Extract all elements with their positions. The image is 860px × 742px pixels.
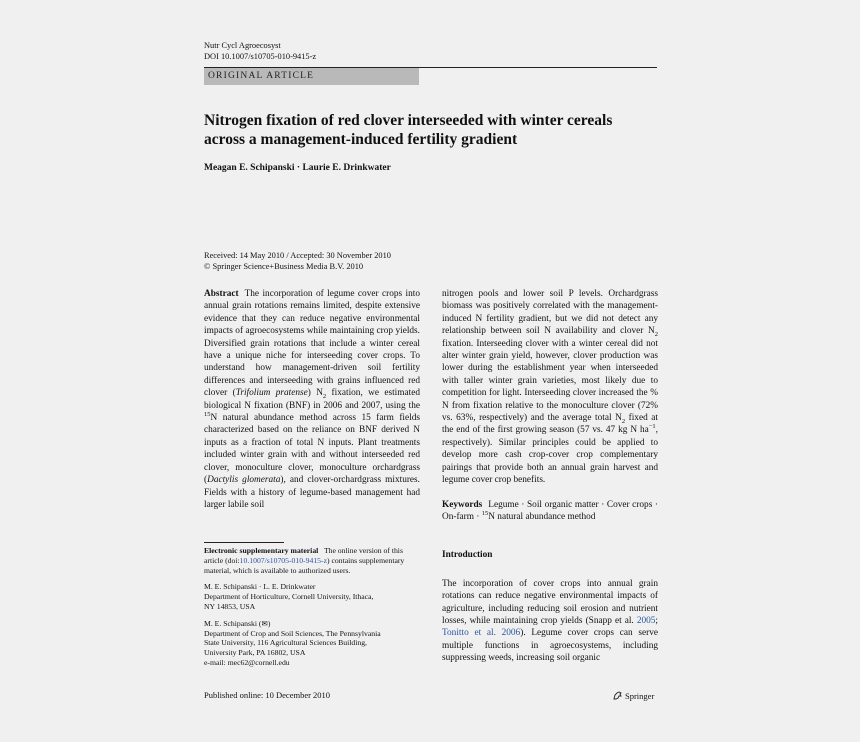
citation-link-tonitto[interactable]: Tonitto et al. 2006 (442, 628, 521, 639)
footnote-rule (204, 542, 284, 543)
article-type-band: ORIGINAL ARTICLE (204, 68, 419, 85)
abstract-text-5: ), and clover-orchardgrass mixtures. Fields with a history of legume-based management had larger labile soil (204, 475, 421, 510)
aff1-names: M. E. Schipanski · L. E. Drinkwater (204, 582, 316, 592)
article-authors: Meagan E. Schipanski · Laurie E. Drinkwater (204, 163, 391, 173)
subscript: 2 (322, 393, 327, 401)
subscript: 2 (621, 417, 626, 425)
intro-text-1: The incorporation of cover crops into annual grain rotations can reduce negative environmental impacts of agriculture, including reducing soil erosion and nutrient losses, while maintaining crop yields (Snapp et al. (442, 578, 658, 626)
copyright: © Springer Science+Business Media B.V. 2010 (204, 262, 364, 271)
abstract-column-right (442, 288, 658, 665)
journal-doi: DOI 10.1007/s10705-010-9415-z (204, 52, 317, 61)
abstract-text-1: The incorporation of legume cover crops into annual grain rotations remains limited, despite extensive evidence that they can reduce negative environmental impacts of agroecosystems while maintaining crop yields. Diversified grain rotations that include a winter cereal have a unique niche for interseeding cover crops. To understand how management-driven soil fertility differences and interseeding with grains influenced red clover ( (204, 289, 420, 399)
affiliation-2 (204, 619, 420, 668)
esm-text-1: The online version of this article (doi: (204, 546, 403, 565)
abstract-text-r3: fixed at the end of the first growing season (57 vs. 47 kg N ha (442, 413, 658, 436)
aff2-line2: State University, 116 Agricultural Sciences Building, (204, 638, 367, 648)
superscript: 15 (481, 509, 489, 517)
intro-text-2: ; (655, 615, 658, 626)
article-title: Nitrogen fixation of red clover interseeded with winter cereals across a management-induced fertility gradient (204, 112, 613, 148)
introduction-paragraph (442, 578, 658, 665)
abstract-text-4: N natural abundance method across 15 farm fields characterized based on the reliance on BNF derived N inputs as a fraction of total N inputs. Plant treatments included winter grain with and without interseeded red clover, monoculture clover, monoculture orchardgrass ( (204, 413, 420, 486)
publisher-mark (612, 690, 654, 701)
journal-header (204, 40, 316, 62)
species-dactylis: Dactylis glomerata (207, 475, 281, 486)
esm-label: Electronic supplementary material (204, 546, 319, 555)
footnotes (204, 546, 420, 675)
keywords-label: Keywords (442, 499, 483, 510)
abstract-text-r2: fixation. Interseeding clover with a winter cereal did not alter winter grain yield, however, clover production was lower during the establishment year when interseeded with taller winter grain varieties, most likely due to competition for light. Interseeding clover increased the % N from fixation relative to the monoculture clover (72% vs. 63%, respectively) and the average total N (442, 338, 658, 424)
publisher-name: Springer (625, 691, 655, 701)
abstract-column-left (204, 288, 420, 511)
superscript: −1 (648, 423, 656, 431)
received-accepted: Received: 14 May 2010 / Accepted: 30 November 2010 (204, 251, 391, 260)
journal-name: Nutr Cycl Agroecosyst (204, 41, 281, 50)
aff2-line3: University Park, PA 16802, USA (204, 648, 306, 658)
aff2-line1: Department of Crop and Soil Sciences, The Pennsylvania (204, 628, 381, 638)
abstract-text-r4: , respectively). Similar principles could be applied to develop more cash crop-cover crop complementary pairings that provide both an annual grain harvest and legume cover crop benefits. (442, 425, 658, 486)
abstract-label: Abstract (204, 289, 239, 299)
esm-doi-link[interactable]: 10.1007/s10705-010-9415-z (239, 555, 327, 565)
intro-text-3: ). Legume cover crops can serve multiple functions in agroecosystems, including suppressing weeds, increasing soil organic (442, 628, 658, 664)
subscript: 2 (654, 331, 658, 339)
esm-note (204, 546, 420, 575)
introduction-heading: Introduction (442, 550, 493, 561)
esm-text-2: ) contains supplementary material, which is available to authorized users. (204, 555, 405, 575)
aff1-line2: NY 14853, USA (204, 601, 256, 611)
abstract-paragraph (204, 288, 420, 511)
keywords (442, 499, 658, 524)
keywords-text-1: Legume · Soil organic matter · Cover crops · On-farm · (442, 499, 658, 522)
keywords-text-2: N natural abundance method (488, 511, 596, 522)
abstract-continued (442, 288, 658, 487)
species-trifolium: Trifolium pratense (235, 388, 308, 399)
abstract-text-3: fixation, we estimated biological N fixation (BNF) in 2006 and 2007, using the (204, 388, 420, 411)
springer-horse-icon (612, 690, 623, 701)
abstract-text-2: ) N (307, 388, 323, 399)
superscript: 15 (204, 410, 211, 418)
dates-block (204, 250, 391, 272)
aff2-name: M. E. Schipanski (✉) (204, 618, 271, 628)
affiliation-1 (204, 582, 420, 611)
aff2-email[interactable]: e-mail: mec62@cornell.edu (204, 657, 290, 667)
aff1-line1: Department of Horticulture, Cornell University, Ithaca, (204, 592, 374, 602)
citation-link-snapp[interactable]: 2005 (636, 615, 656, 626)
published-online: Published online: 10 December 2010 (204, 690, 331, 700)
abstract-text-r1: nitrogen pools and lower soil P levels. Orchardgrass biomass was positively correlated with the management-induced N fertility gradient, but we did not detect any relationship between soil N availability and clover N (442, 289, 658, 337)
